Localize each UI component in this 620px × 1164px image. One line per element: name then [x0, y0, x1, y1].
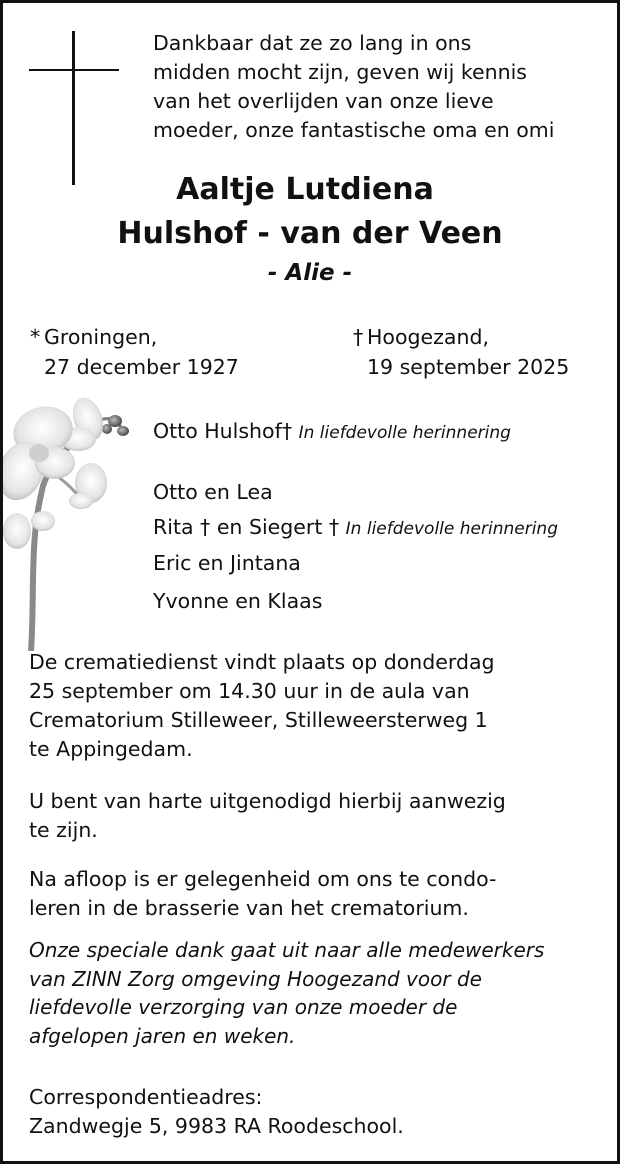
- orchid-flower-icon: [3, 391, 143, 651]
- service-line: Crematorium Stilleweer, Stilleweersterweg 1: [29, 708, 488, 732]
- service-line: De crematiedienst vindt plaats op donderdag: [29, 650, 495, 674]
- cross-icon-vertical: [72, 31, 75, 185]
- family-member: Rita † en Siegert †: [153, 515, 340, 539]
- correspondence-label: Correspondentieadres:: [29, 1085, 263, 1109]
- birth-star-icon: *: [30, 325, 41, 349]
- deceased-first-names: Aaltje Lutdiena: [176, 172, 434, 207]
- partner-line: [153, 416, 511, 448]
- thanks-line: afgelopen jaren en weken.: [29, 1023, 296, 1048]
- thanks-line: Onze speciale dank gaat uit naar alle medewerkers: [29, 938, 545, 962]
- condolence-line: Na afloop is er gelegenheid om ons te condo-: [29, 867, 497, 891]
- birth-date: 27 december 1927: [44, 355, 239, 379]
- intro-line: Dankbaar dat ze zo lang in ons: [153, 31, 472, 55]
- birth-place: Groningen,: [44, 325, 158, 349]
- intro-line: moeder, onze fantastische oma en omi: [153, 118, 555, 142]
- family-member-line: [153, 512, 558, 544]
- birth-info: [30, 322, 239, 382]
- thanks-text: [29, 936, 609, 1050]
- invitation-line: te zijn.: [29, 818, 98, 842]
- invitation-text: [29, 787, 609, 845]
- intro-text: [153, 29, 608, 145]
- service-details: [29, 648, 609, 764]
- intro-line: van het overlijden van onze lieve: [153, 89, 494, 113]
- family-member-note: In liefdevolle herinnering: [345, 519, 558, 539]
- family-member: Yvonne en Klaas: [153, 589, 323, 613]
- correspondence-address: [29, 1083, 609, 1141]
- deceased-surname: Hulshof - van der Veen: [117, 216, 503, 251]
- partner-cross-icon: †: [281, 419, 293, 443]
- service-line: te Appingedam.: [29, 737, 193, 761]
- correspondence-street: Zandwegje 5, 9983 RA Roodeschool.: [29, 1114, 404, 1138]
- death-place: Hoogezand,: [367, 325, 489, 349]
- deceased-nickname: - Alie -: [267, 260, 353, 286]
- family-member: Eric en Jintana: [153, 551, 301, 575]
- condolence-line: leren in de brasserie van het crematorium.: [29, 896, 469, 920]
- partner-note: In liefdevolle herinnering: [298, 423, 511, 443]
- condolence-text: [29, 865, 609, 923]
- thanks-line: van ZINN Zorg omgeving Hoogezand voor de: [29, 966, 482, 991]
- death-info: [353, 322, 569, 382]
- death-date: 19 september 2025: [367, 355, 570, 379]
- family-member: Otto en Lea: [153, 480, 273, 504]
- thanks-line: liefdevolle verzorging van onze moeder de: [29, 995, 458, 1019]
- death-cross-icon: †: [353, 325, 364, 349]
- partner-name: Otto Hulshof: [153, 419, 282, 443]
- cross-icon-horizontal: [29, 69, 119, 71]
- intro-line: midden mocht zijn, geven wij kennis: [153, 60, 527, 84]
- service-line: 25 september om 14.30 uur in de aula van: [29, 679, 470, 703]
- invitation-line: U bent van harte uitgenodigd hierbij aanwezig: [29, 789, 506, 813]
